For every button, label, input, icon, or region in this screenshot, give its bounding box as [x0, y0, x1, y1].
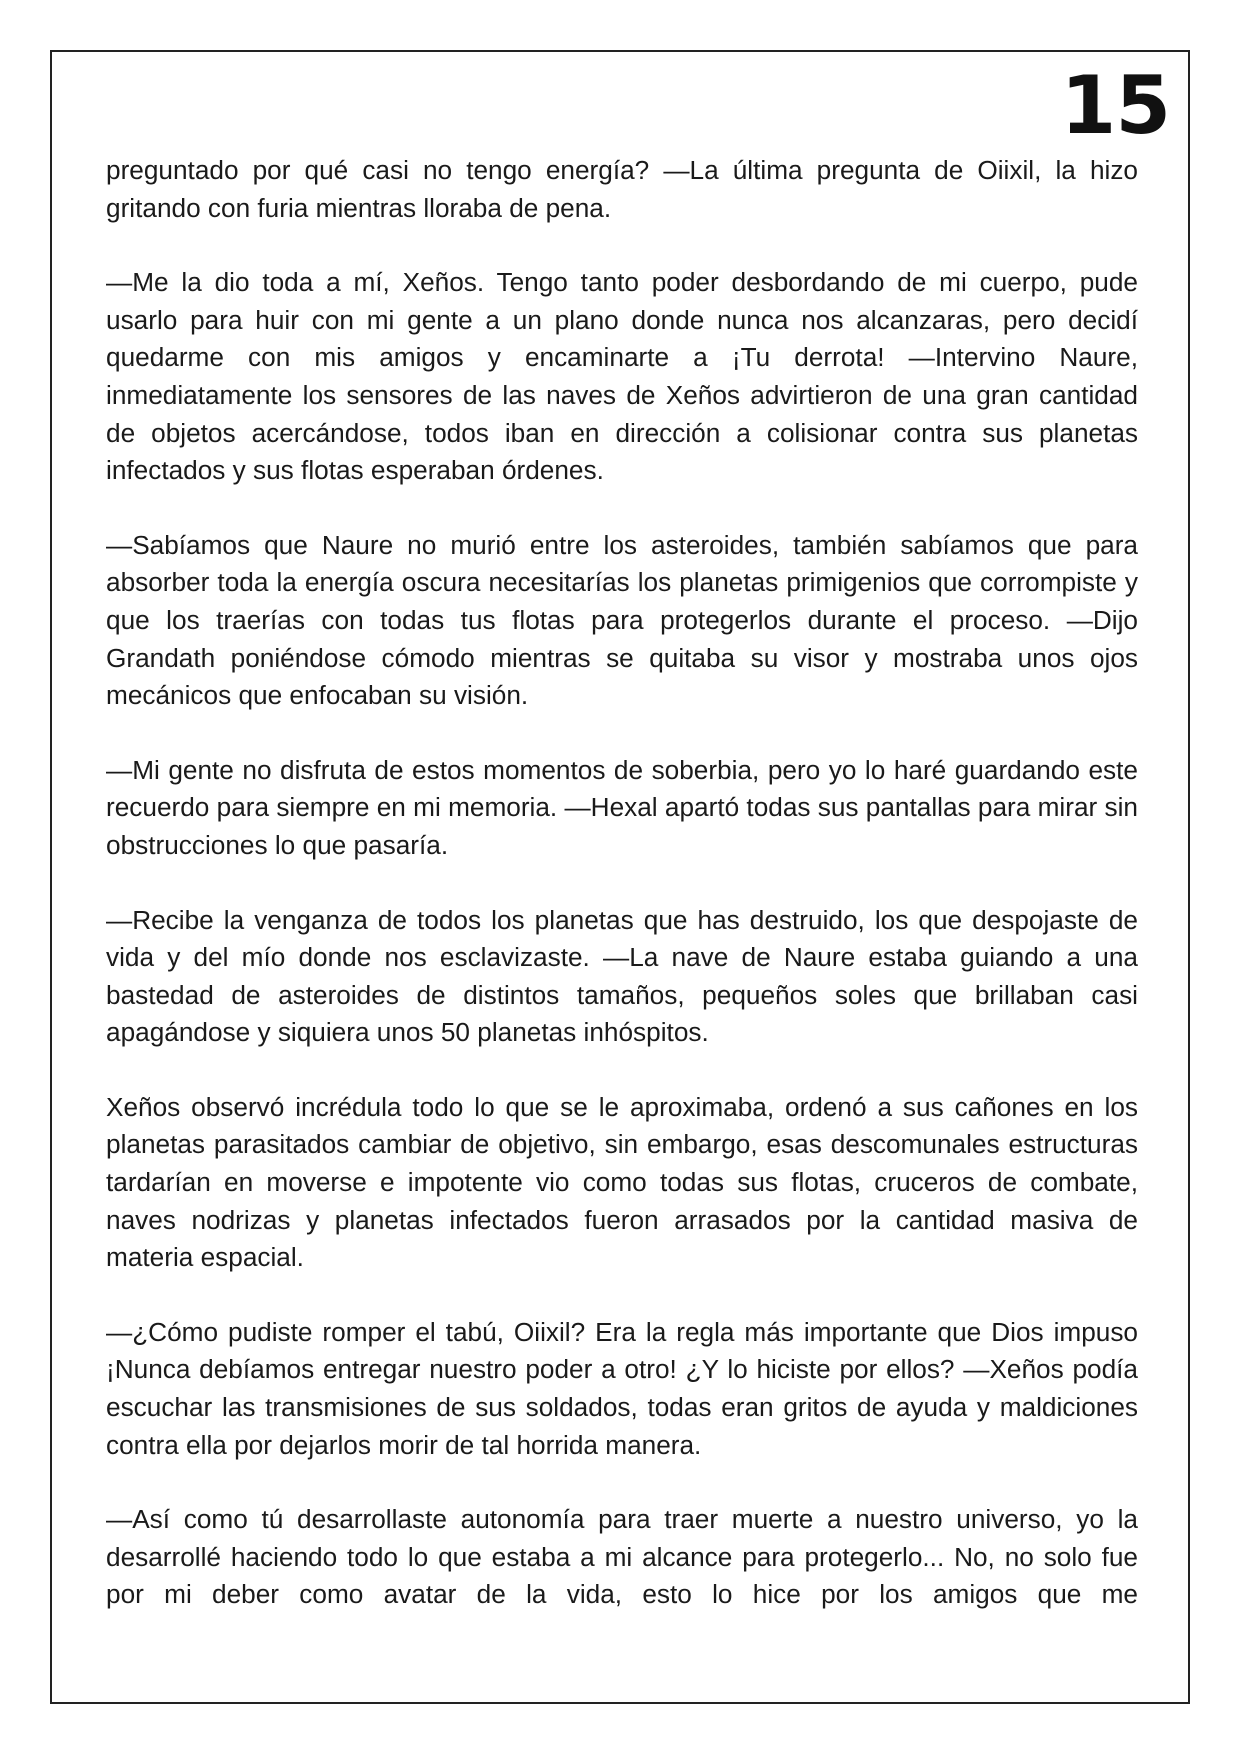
text-body: [106, 152, 1138, 1614]
paragraph: —Mi gente no disfruta de estos momentos de soberbia, pero yo lo haré guardando este recuerdo para siempre en mi memoria. —Hexal apartó todas sus pantallas para mirar sin obstrucciones lo que pasaría.: [106, 754, 1138, 860]
paragraph: —Me la dio toda a mí, Xeños. Tengo tanto poder desbordando de mi cuerpo, pude usarlo para huir con mi gente a un plano donde nunca nos alcanzaras, pero decidí quedarme con mis amigos y encaminarte a ¡Tu derrota! —Intervino Naure, inmediatamente los sensores de las naves de Xeños advirtieron de una gran cantidad de objetos acercándose, todos iban en dirección a colisionar contra sus planetas infectados y sus flotas esperaban órdenes.: [106, 267, 1138, 486]
paragraph: —Sabíamos que Naure no murió entre los asteroides, también sabíamos que para absorber toda la energía oscura necesitarías los planetas primigenios que corrompiste y que los traerías con todas tus flotas para protegerlos durante el proceso. —Dijo Grandath poniéndose cómodo mientras se quitaba su visor y mostraba unos ojos mecánicos que enfocaban su visión.: [106, 529, 1138, 711]
paragraph: preguntado por qué casi no tengo energía? —La última pregunta de Oiixil, la hizo gritando con furia mientras lloraba de pena.: [106, 155, 1138, 223]
paragraph: —¿Cómo pudiste romper el tabú, Oiixil? Era la regla más importante que Dios impuso ¡Nunca debíamos entregar nuestro poder a otro! ¿Y lo hiciste por ellos? —Xeños podía escuchar las transmisiones de sus soldados, todas eran gritos de ayuda y maldiciones contra ella por dejarlos morir de tal horrida manera.: [106, 1316, 1138, 1460]
paragraph: Xeños observó incrédula todo lo que se le aproximaba, ordenó a sus cañones en los planetas parasitados cambiar de objetivo, sin embargo, esas descomunales estructuras tardarían en moverse e impotente vio como todas sus flotas, cruceros de combate, naves nodrizas y planetas infectados fueron arrasados por la cantidad masiva de materia espacial.: [106, 1091, 1138, 1273]
page-frame: [50, 50, 1190, 1704]
paragraph: —Recibe la venganza de todos los planetas que has destruido, los que despojaste de vida y del mío donde nos esclavizaste. —La nave de Naure estaba guiando a una bastedad de asteroides de distintos tamaños, pequeños soles que brillaban casi apagándose y siquiera unos 50 planetas inhóspitos.: [106, 904, 1138, 1048]
page-number: 15: [1060, 59, 1170, 152]
paragraph: —Así como tú desarrollaste autonomía para traer muerte a nuestro universo, yo la desarrollé haciendo todo lo que estaba a mi alcance para protegerlo... No, no solo fue por mi deber como avatar de la vida, esto lo hice por los amigos que me: [106, 1504, 1138, 1610]
